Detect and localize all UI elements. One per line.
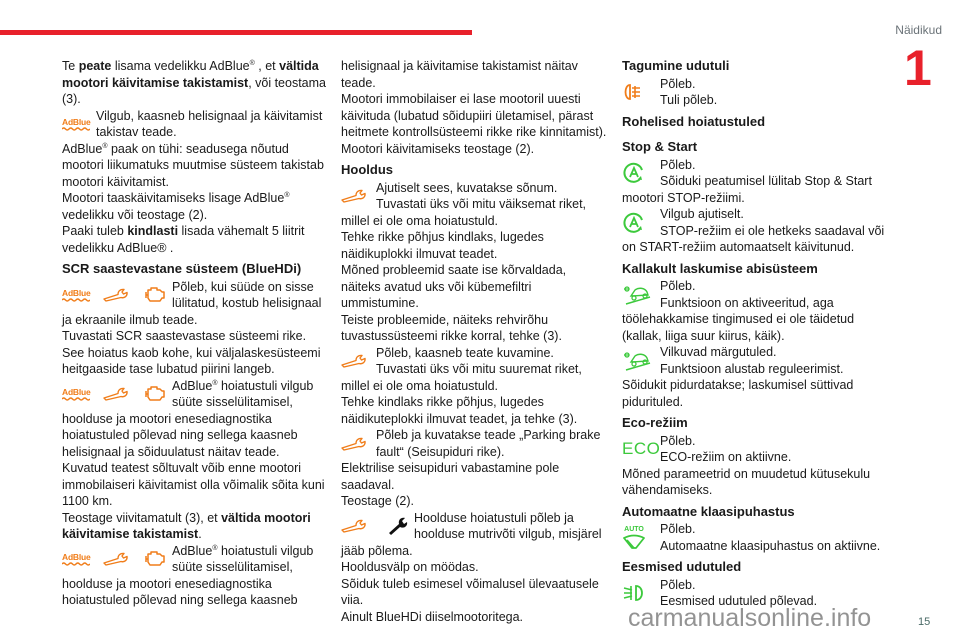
block-text: Vilgub, kaasneb helisignaal ja käivitamist takistav teade. bbox=[96, 108, 323, 139]
registered-mark: ® bbox=[212, 544, 218, 552]
page-number: 15 bbox=[918, 616, 931, 628]
bold-text: vältida mootori käivitamise takistamist bbox=[62, 59, 319, 90]
eco-icon-label: ECO bbox=[622, 439, 661, 458]
paragraph: Tuvastati SCR saastevastase süsteemi rike. bbox=[62, 329, 307, 343]
stop-start-icon bbox=[622, 206, 660, 239]
bold-text: peate bbox=[78, 59, 112, 73]
icon-group bbox=[341, 510, 414, 543]
parking-brake-warning-block bbox=[341, 427, 607, 460]
block-text: Sõiduki peatumisel lülitab Stop & Start mootori STOP-režiimi. bbox=[622, 174, 872, 205]
stop-start-icon bbox=[622, 157, 660, 190]
block-text: Põleb, kui süüde on sisse lülitatud, kostub helisignaal ja ekraanile ilmub teade. bbox=[62, 279, 322, 327]
block-text: Põleb. bbox=[660, 522, 696, 536]
rear-fog-light-icon bbox=[622, 76, 660, 109]
paragraph bbox=[62, 223, 326, 256]
block-text: Põleb. bbox=[660, 157, 696, 172]
paragraph: Mõned probleemid saate ise kõrvaldada, näiteks avatud uks või kübemefiltri ummistumine. bbox=[341, 263, 567, 310]
block-text: Vilgub ajutiselt. bbox=[660, 207, 744, 221]
service-wrench-icon bbox=[341, 189, 367, 203]
paragraph bbox=[62, 58, 326, 108]
block-text: ECO-režiim on aktiivne. bbox=[660, 450, 792, 464]
block-text: Põleb. bbox=[660, 76, 696, 91]
service-wrench-icon bbox=[103, 552, 129, 566]
paragraph: Teiste probleemide, näiteks rehvirõhu tuvastussüsteemi rikke korral, tehke (3). bbox=[341, 312, 562, 343]
block-text: Põleb. bbox=[660, 433, 696, 448]
icon-group bbox=[341, 180, 376, 213]
registered-mark: ® bbox=[284, 192, 290, 199]
paragraph: Kuvatud teatest sõltuvalt võib enne mootori immobilaiseri käivitamist olla võimalik sõita kuni 1100 km. bbox=[62, 461, 325, 508]
paragraph: Mootori immobilaiser ei lase mootoril uuesti käivituda (lubatud sõidupiiri ületamisel, pärast heitmete kontrollsüsteemi rikke rike kinnitamist). bbox=[341, 92, 607, 139]
eco-block bbox=[622, 433, 886, 466]
icon-group bbox=[341, 427, 376, 460]
heading-front-fog: Eesmised udutuled bbox=[622, 559, 742, 574]
block-text: Põleb. bbox=[660, 279, 696, 293]
registered-mark: ® bbox=[102, 142, 108, 150]
heading-auto-wipe: Automaatne klaasipuhastus bbox=[622, 503, 795, 519]
service-wrench-icon bbox=[341, 437, 367, 451]
rear-fog-block bbox=[622, 76, 886, 109]
auto-icon-label: AUTO bbox=[624, 525, 644, 533]
scr-warning-block bbox=[62, 543, 326, 609]
scr-warning-block bbox=[62, 279, 326, 329]
paragraph bbox=[62, 141, 326, 191]
icon-group bbox=[341, 345, 376, 378]
auto-wiper-icon bbox=[622, 521, 660, 554]
service-due-block bbox=[341, 510, 607, 560]
heading-hooldus: Hooldus bbox=[341, 162, 393, 177]
adblue-icon: AdBlue bbox=[62, 289, 91, 302]
service-wrench-icon bbox=[341, 519, 367, 533]
service-wrench-icon bbox=[103, 387, 129, 401]
block-text: STOP-režiim ei ole hetkeks saadaval või on START-režiim automaatselt käivitunud. bbox=[622, 223, 885, 254]
paragraph: See hoiatus kaob kohe, kui väljalaskesüsteemi heitgaaside tase lubatud piirini langeb. bbox=[62, 345, 321, 376]
paragraph: Ainult BlueHDi diiselmootoritega. bbox=[341, 609, 524, 624]
text: , või teostama (3). bbox=[62, 75, 327, 106]
paragraph: Hooldusvälp on möödas. bbox=[341, 560, 479, 574]
chapter-number: 1 bbox=[904, 40, 932, 96]
heading-stop-start: Stop & Start bbox=[622, 139, 698, 154]
text: hoiatustuli vilgub süüte sisselülitamisel, hoolduse ja mootori enesediagnostika hoiatustuled põlevad ning sellega kaasneb helisignaal ja sõiduulatust näitav teade. bbox=[62, 378, 314, 459]
paragraph bbox=[62, 190, 326, 223]
block-text: Põleb ja kuvatakse teade „Parking brake fault“ (Seisupiduri rike). bbox=[376, 428, 601, 459]
middle-column bbox=[341, 58, 607, 625]
text: AdBlue bbox=[172, 543, 213, 558]
stop-start-block bbox=[622, 157, 886, 207]
paragraph: helisignaal ja käivitamise takistamist näitav teade. bbox=[341, 59, 578, 90]
adblue-icon: AdBlue bbox=[62, 553, 91, 566]
engine-icon bbox=[143, 285, 167, 305]
service-warning-block bbox=[341, 180, 607, 230]
text: Mootori taaskäivitamiseks lisage AdBlue bbox=[62, 191, 285, 205]
adblue-warning-block bbox=[62, 108, 326, 141]
right-column bbox=[622, 58, 886, 610]
paragraph: Tehke rikke põhjus kindlaks, lugedes näidikuplokki ilmuvat teadet. bbox=[341, 230, 544, 261]
paragraph: Sõidukit pidurdatakse; laskumisel süttivad pidurituled. bbox=[622, 378, 854, 409]
adblue-icon-label: AdBlue bbox=[62, 116, 91, 127]
paragraph: Tehke kindlaks rikke põhjus, lugedes näidikuteplokki ilmuvat teadet, ja tehke (3). bbox=[341, 395, 578, 426]
heading-rear-fog: Tagumine udutuli bbox=[622, 58, 730, 73]
text: Paaki tuleb bbox=[62, 224, 128, 238]
scr-warning-block bbox=[62, 378, 326, 461]
adblue-icon: AdBlue bbox=[62, 388, 91, 401]
paragraph: Elektrilise seisupiduri vabastamine pole saadaval. bbox=[341, 461, 560, 492]
auto-wipe-block bbox=[622, 521, 886, 554]
paragraph bbox=[62, 510, 326, 543]
text: vedelikku või teostage (2). bbox=[62, 207, 208, 222]
service-wrench-icon bbox=[341, 354, 367, 368]
text: lisama vedelikku AdBlue bbox=[111, 59, 250, 73]
block-text: Eesmised udutuled põlevad. bbox=[660, 594, 818, 608]
adblue-icon bbox=[62, 108, 96, 141]
block-text: Automaatne klaasipuhastus on aktiivne. bbox=[660, 538, 881, 553]
block-text: Hoolduse hoiatustuli põleb ja hoolduse mutrivõti vilgub, misjärel jääb põlema. bbox=[341, 510, 602, 558]
text: AdBlue bbox=[62, 141, 103, 156]
engine-icon bbox=[143, 549, 167, 569]
block-text: Funktsioon on aktiveeritud, aga töölehakkamise tingimused ei ole täidetud (kallak, liiga suur kiirus, käik). bbox=[622, 295, 855, 343]
text: paak on tühi: seadusega nõutud mootori liikumatuks muutmise süsteem takistab mootori käivitamist. bbox=[62, 141, 324, 189]
hill-descent-icon bbox=[622, 278, 660, 311]
registered-mark: ® bbox=[212, 379, 218, 387]
service-warning-block bbox=[341, 345, 607, 395]
maintenance-spanner-icon bbox=[387, 517, 409, 535]
watermark: carmanualsonline.info bbox=[628, 604, 872, 632]
bold-text: kindlasti bbox=[127, 224, 179, 238]
icon-group bbox=[62, 279, 172, 312]
block-text: Tuli põleb. bbox=[660, 93, 718, 107]
heading-eco: Eco-režiim bbox=[622, 415, 688, 430]
block-text: Põleb, kaasneb teate kuvamine. Tuvastati üks või mitu suuremat riket, millel ei ole oma hoiatustuld. bbox=[341, 345, 582, 393]
hill-descent-icon bbox=[622, 344, 660, 377]
paragraph: Teostage (2). bbox=[341, 494, 414, 508]
text: lisada vähemalt 5 liitrit vedelikku AdBlue® . bbox=[62, 224, 305, 255]
section-title: Näidikud bbox=[895, 23, 942, 37]
hill-descent-block bbox=[622, 278, 886, 344]
paragraph: Mõned parameetrid on muudetud kütusekulu vähendamiseks. bbox=[622, 466, 871, 497]
left-column bbox=[62, 58, 326, 609]
text: AdBlue bbox=[172, 378, 213, 393]
eco-icon bbox=[622, 433, 660, 466]
service-wrench-icon bbox=[103, 288, 129, 302]
heading-hill-descent: Kallakult laskumise abisüsteem bbox=[622, 260, 818, 276]
icon-group bbox=[62, 543, 172, 576]
header-accent-bar bbox=[0, 30, 472, 35]
block-text: Funktsioon alustab reguleerimist. bbox=[660, 361, 844, 376]
registered-mark: ® bbox=[249, 60, 255, 67]
hill-descent-block bbox=[622, 344, 886, 377]
text: Teostage viivitamatult (3), et bbox=[62, 510, 222, 525]
text: Te bbox=[62, 59, 79, 73]
heading-scr: SCR saastevastane süsteem (BlueHDi) bbox=[62, 261, 302, 276]
text: . bbox=[198, 527, 202, 541]
block-text: Põleb. bbox=[660, 577, 696, 592]
heading-green-lights: Rohelised hoiatustuled bbox=[622, 113, 766, 129]
paragraph: Sõiduk tuleb esimesel võimalusel ülevaatusele viia. bbox=[341, 576, 599, 607]
block-text: Vilkuvad märgutuled. bbox=[660, 345, 777, 359]
block-text: Ajutiselt sees, kuvatakse sõnum. Tuvastati üks või mitu väiksemat riket, millel ei ole oma hoiatustuld. bbox=[341, 180, 587, 228]
text: hoiatustuli vilgub süüte sisselülitamisel, hoolduse ja mootori enesediagnostika hoiatustuled põlevad ning sellega kaasneb bbox=[62, 543, 314, 607]
stop-start-block bbox=[622, 206, 886, 256]
engine-icon bbox=[143, 384, 167, 404]
paragraph: Mootori käivitamiseks teostage (2). bbox=[341, 141, 535, 156]
text: , et bbox=[254, 59, 280, 73]
bold-text: vältida mootori käivitamise takistamist bbox=[62, 510, 311, 541]
icon-group bbox=[62, 378, 172, 411]
